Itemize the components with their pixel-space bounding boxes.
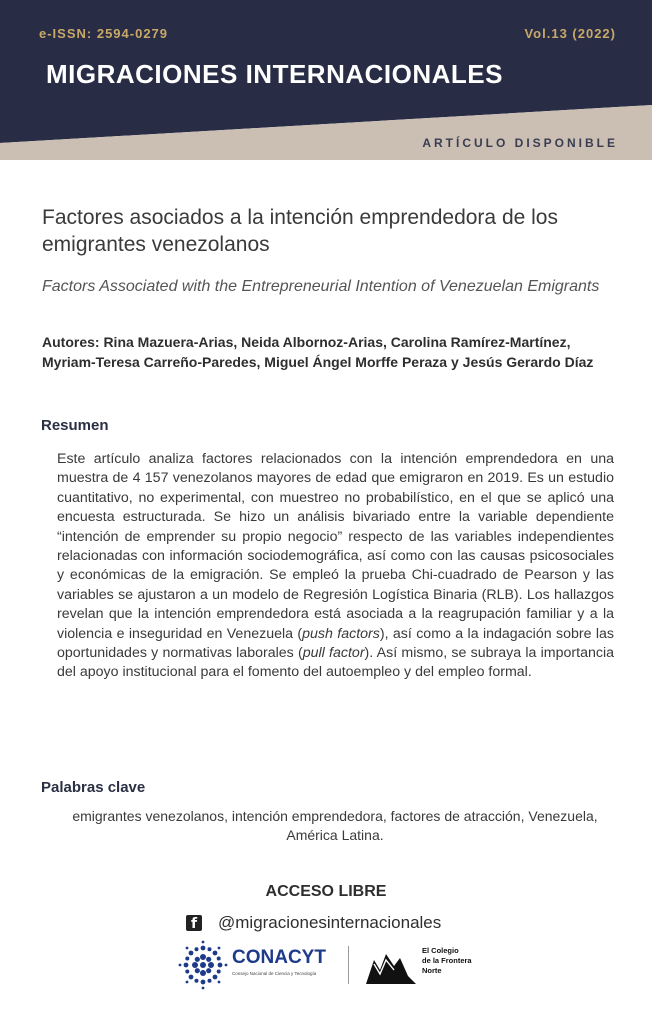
colef-name [422, 946, 472, 976]
facebook-icon[interactable]: f [186, 915, 202, 931]
abstract-part-1: Este artículo analiza factores relacionados con la intención emprendedora en una muestra de 4 157 venezolanos mayores de edad que emigraron en 2019. Es un estudio cuantitativo, no experimental, con muestreo no probabilístico, en el que se aplicó una encuesta estructurada. Se hizo un análisis bivariado entre la variable dependiente “intención de emprender su propio negocio” respecto de las variables independientes relacionadas con información sociodemográfica, así como con las causas psicosociales y económicas de la emigración. Se empleó la prueba Chi-cuadrado de Pearson y las variables se ajustaron a un modelo de Regresión Logística Binaria (RLB). Los hallazgos revelan que la intención emprendedora está asociada a la reagrupación familiar y a la violencia e inseguridad en Venezuela ( [57, 451, 614, 642]
journal-title: MIGRACIONES INTERNACIONALES [46, 59, 503, 89]
keywords-text: emigrantes venezolanos, intención emprendedora, factores de atracción, Venezuela, América Latina. [72, 808, 598, 843]
volume-label: Vol.13 (2022) [524, 26, 616, 41]
abstract-part-3: ). Así mismo, se subraya la importancia del apoyo institucional para el fomento del autoempleo y del empleo formal. [57, 645, 614, 681]
conacyt-subtitle: Consejo Nacional de Ciencia y Tecnología [232, 971, 317, 976]
colef-line-3: Norte [422, 966, 442, 975]
abstract-push-factors: push factors [302, 625, 380, 642]
colef-line-2: de la Frontera [422, 956, 472, 965]
abstract-heading: Resumen [41, 417, 109, 434]
open-access-label: ACCESO LIBRE [265, 883, 387, 900]
abstract-text [57, 450, 614, 683]
social-handle-row[interactable] [186, 911, 441, 935]
social-handle[interactable]: @migracionesinternacionales [218, 913, 442, 932]
colef-logo-icon [364, 948, 420, 988]
keywords-heading: Palabras clave [41, 779, 146, 796]
colef-line-1: El Colegio [422, 946, 459, 955]
availability-label: ARTÍCULO DISPONIBLE [422, 136, 618, 150]
conacyt-logo-icon [178, 940, 228, 990]
issn-label: e-ISSN: 2594-0279 [39, 26, 169, 41]
article-subtitle: Factors Associated with the Entrepreneurial Intention of Venezuelan Emigrants [42, 278, 600, 295]
abstract-pull-factor: pull factor [302, 645, 365, 662]
journal-header [0, 0, 652, 160]
abstract-part-2: ), así como a la indagación sobre las oportunidades y normativas laborales ( [57, 625, 614, 662]
article-authors: Autores: Rina Mazuera-Arias, Neida Albornoz-Arias, Carolina Ramírez-Martínez, Myriam-Teresa Carreño-Paredes, Miguel Ángel Morffe Peraza y Jesús Gerardo Díaz [42, 334, 594, 370]
conacyt-name: CONACYT [232, 947, 326, 968]
sponsor-logos [178, 940, 498, 990]
article-title: Factores asociados a la intención emprendedora de los emigrantes venezolanos [42, 206, 558, 256]
logo-divider [348, 946, 349, 984]
